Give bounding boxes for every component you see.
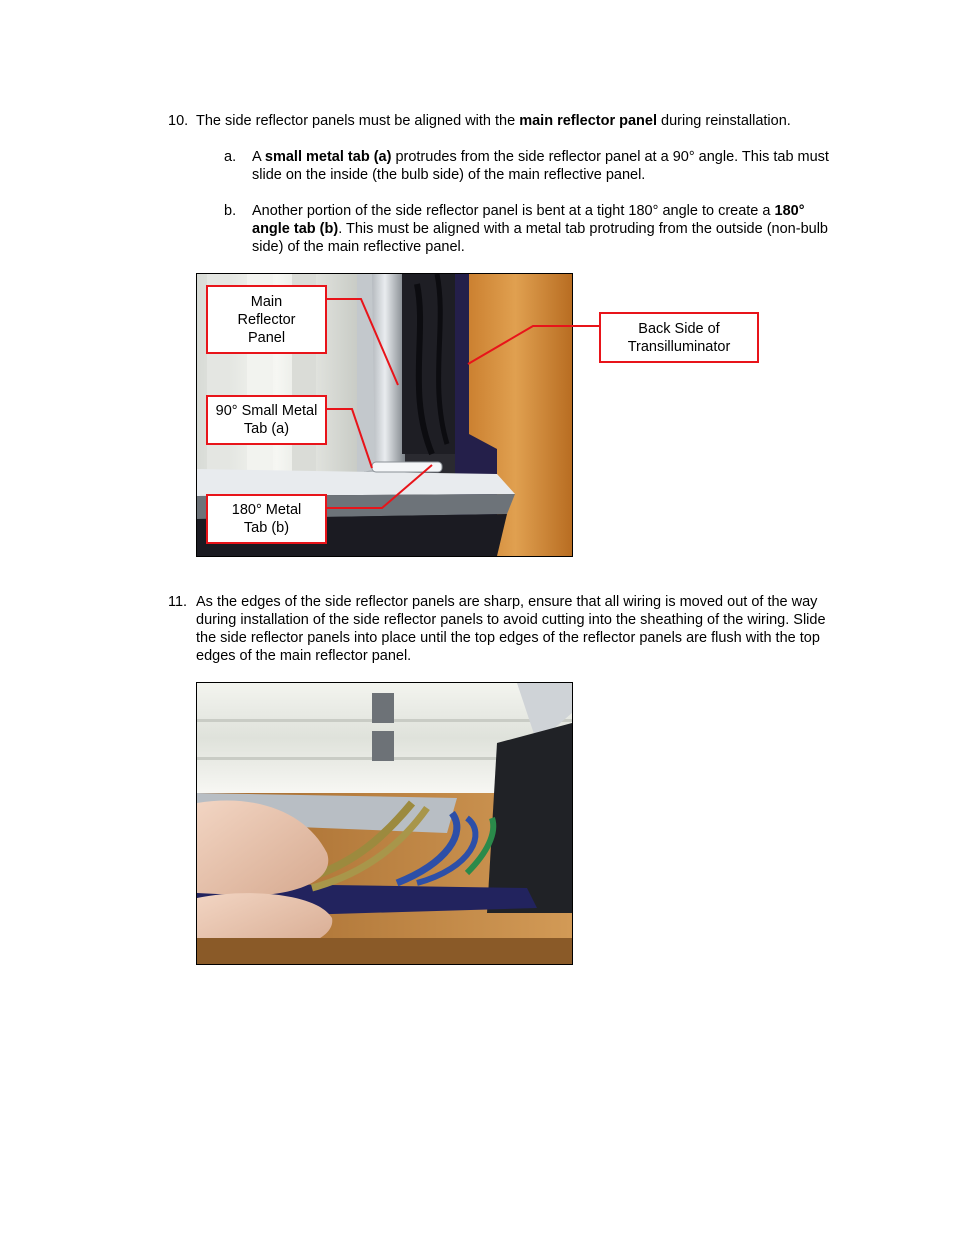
callout-small-metal-tab: 90° Small Metal Tab (a) bbox=[206, 395, 327, 445]
callout-back-side-transilluminator: Back Side of Transilluminator bbox=[599, 312, 759, 363]
substep-text: Another portion of the side reflector panel is bent at a tight 180° angle to create a 180° angle tab (b). This must be aligned with a metal tab protruding from the outside (non-bulb side) of the main reflective panel. bbox=[252, 203, 828, 255]
step-number: 11. bbox=[168, 594, 188, 610]
step-11 bbox=[168, 593, 848, 673]
photo-illustration bbox=[197, 683, 572, 964]
step-10b bbox=[224, 202, 844, 262]
bold-term: main reflector panel bbox=[519, 113, 658, 129]
step-text: The side reflector panels must be aligned with the main reflector panel during reinstallation. bbox=[196, 113, 791, 129]
substep-marker: a. bbox=[224, 149, 237, 165]
callout-main-reflector-panel: Main Reflector Panel bbox=[206, 285, 327, 354]
step-10a bbox=[224, 148, 844, 188]
step-text: As the edges of the side reflector panels are sharp, ensure that all wiring is moved out of the way during installation of the side reflector panels to avoid cutting into the sheathing of the wiring. Slide the side reflector panels into place until the top edges of the reflector panels are flush with the top edges of the main reflector panel. bbox=[196, 594, 826, 664]
bold-term: small metal tab (a) bbox=[264, 149, 392, 165]
step-10 bbox=[168, 112, 848, 132]
wiring-installation-photo bbox=[196, 682, 573, 965]
step-number: 10. bbox=[168, 113, 189, 129]
substep-text: A small metal tab (a) protrudes from the side reflector panel at a 90° angle. This tab must slide on the inside (the bulb side) of the main reflective panel. bbox=[252, 149, 829, 183]
bold-term: 180° angle tab (b) bbox=[252, 203, 805, 237]
callout-180-metal-tab: 180° Metal Tab (b) bbox=[206, 494, 327, 544]
substep-marker: b. bbox=[224, 203, 237, 219]
